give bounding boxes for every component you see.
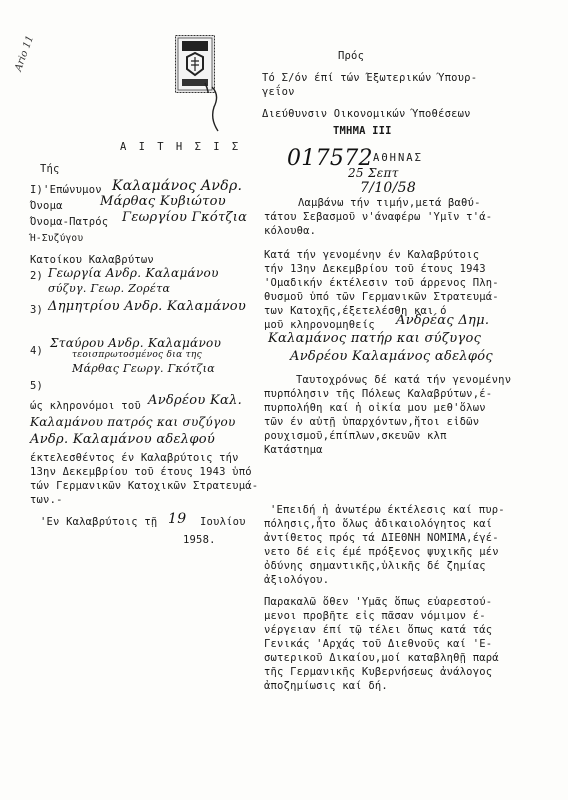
body-line-28: σωτερικοῦ Δικαίου,μοί καταβληθῇ παρά: [264, 652, 499, 664]
body-line-13: πυρπόλησιν τῆς Πόλεως Καλαβρύτων,έ-: [264, 388, 493, 400]
body-line-24: Παρακαλῶ ὅθεν 'Υμᾶς ὅπως εὐαρεστού-: [264, 596, 493, 608]
body-line-27: Γενικάς 'Αρχάς τοῦ Διεθνοῦς καί 'Ε-: [264, 638, 493, 650]
body-line-22: ὀδύνης σημαντικῆς,ὑλικῆς δέ ζημίας: [264, 560, 486, 572]
heir-4-label: 4): [30, 345, 44, 357]
body-line-8: των Κατοχῆς,έξετελέσθη και ό: [264, 305, 447, 317]
body-line-19: πόλησις,ἧτο ὅλως ἀδικαιολόγητος καί: [264, 518, 493, 530]
father-name-value: Γεωργίου Γκότζια: [122, 210, 248, 225]
tis-label: Τής: [40, 163, 60, 175]
heir-2-spouse: σύζυγ. Γεωρ. Ζορέτα: [48, 282, 171, 295]
heir-3: Δημητρίου Ανδρ. Καλαμάνου: [48, 299, 247, 314]
heir-2: Γεωργία Ανδρ. Καλαμάνου: [48, 266, 219, 280]
body-line-6: 'Ομαδικήν έκτέλεσιν τοῦ άρρενος Πλη-: [264, 277, 499, 289]
father-name-label: Όνομα-Πατρός: [30, 216, 109, 228]
addressee-line2: γεΐον: [262, 86, 295, 98]
directorate: Διεύθυνσιν Οικονομικών Ύποθέσεων: [262, 108, 471, 120]
surname-label: Ι)'Επώνυμον: [30, 184, 102, 196]
body-line-21: νετο δέ εἰς έμέ πρόξενος ψυχικῆς μέν: [264, 546, 499, 558]
sign-year: 1958.: [183, 534, 216, 546]
brother-hw: Ανδρ. Καλαμάνου αδελφού: [30, 432, 216, 447]
body-hw-2: Καλαμάνος πατήρ και σύζυγος: [268, 331, 482, 346]
body-line-15: τῶν έν αὐτῇ ὑπαρχόντων,ἤτοι εἰδῶν: [264, 416, 480, 428]
residence-label: Κατοίκου Καλαβρύτων: [30, 254, 154, 266]
body-line-5: τήν 13ην Δεκεμβρίου τοῦ έτους 1943: [264, 263, 486, 275]
exec-line-2: 13ην Δεκεμβρίου τοῦ έτους 1943 ὑπό: [30, 466, 252, 478]
body-line-17: Κατάστημα: [264, 444, 323, 456]
body-line-9: μοῦ κληρονομηθείς: [264, 319, 375, 331]
body-line-1: Λαμβάνω τήν τιμήν,μετά βαθύ-: [298, 197, 481, 209]
name-value: Μάρθας Κυβιώτου: [100, 194, 227, 209]
name-label: Όνομα: [30, 200, 63, 212]
body-line-16: ρουχισμοῦ,έπίπλων,σκευῶν κλπ: [264, 430, 447, 442]
body-hw-1: Ανδρέας Δημ.: [396, 313, 490, 328]
sign-month: Ιουλίου: [200, 516, 246, 528]
body-line-25: μενοι προβῆτε εἰς πᾶσαν νόμιμον έ-: [264, 610, 486, 622]
father-spouse-hw: Καλαμάνου πατρός και συζύγου: [30, 415, 236, 429]
date-handwritten-2: 7/10/58: [360, 180, 417, 196]
city: ΑΘΗΝΑΣ: [373, 152, 423, 164]
body-line-4: Κατά τήν γενομένην έν Καλαβρύτοις: [264, 249, 480, 261]
sign-place: 'Εν Καλαβρύτοις τῇ: [40, 516, 158, 528]
as-heirs-hw: Ανδρέου Καλ.: [148, 393, 243, 408]
petition-title: Α Ι Τ Η Σ Ι Σ: [120, 141, 242, 153]
body-line-29: τῆς Γερμανικῆς Κυβερνήσεως ἀνάλογος: [264, 666, 493, 678]
as-heirs: ώς κληρονόμοι τοῦ: [30, 400, 141, 412]
body-line-3: κόλουθα.: [264, 225, 317, 237]
body-line-14: πυρπολήθη καί ἡ οἰκία μου μεθ'ὅλων: [264, 402, 486, 414]
exec-line-1: έκτελεσθέντος έν Καλαβρύτοις τήν: [30, 452, 239, 464]
body-line-2: τάτου Σεβασμοῦ ν'άναφέρω 'Υμῖν τ'ά-: [264, 211, 493, 223]
heir-4-guardian: Μάρθας Γεωργ. Γκότζια: [72, 362, 215, 375]
surname-value: Καλαμάνος Ανδρ.: [112, 178, 243, 194]
heir-4: Σταύρου Ανδρ. Καλαμάνου: [50, 336, 222, 350]
body-hw-3: Ανδρέου Καλαμάνος αδελφός: [290, 349, 494, 364]
exec-line-3: τών Γερμανικῶν Κατοχικῶν Στρατευμά-: [30, 480, 259, 492]
spouse-label: Ή-Συζύγου: [30, 233, 84, 244]
addressee-line: Τό Σ/όν έπί τών Έξωτερικών Ύπουρ-: [262, 72, 478, 84]
heir-4-note: τεοισπρωτοσμένος δια της: [72, 350, 202, 360]
sign-day: 19: [168, 511, 187, 527]
date-handwritten: 25 Σεπτ: [348, 166, 399, 180]
addressee-pros: Πρός: [338, 50, 365, 62]
department: ΤΜΗΜΑ ΙΙΙ: [333, 125, 392, 137]
body-line-7: θυσμοῦ ὑπό τῶν Γερμανικῶν Στρατευμά-: [264, 291, 499, 303]
body-line-18: 'Επειδή ἡ ἀνωτέρω έκτέλεσις καί πυρ-: [270, 504, 505, 516]
protocol-number: 017572: [287, 146, 373, 171]
body-line-30: ἀποζημίωσις καί δή.: [264, 680, 388, 692]
body-line-12: Ταυτοχρόνως δέ κατά τήν γενομένην: [296, 374, 512, 386]
heir-2-label: 2): [30, 270, 44, 282]
body-line-23: ἀξιολόγου.: [264, 574, 330, 586]
body-line-20: ἀντίθετος πρός τά ΔΙΕΘΝΗ ΝΟΜΙΜΑ,έγέ-: [264, 532, 499, 544]
body-line-26: νέργειαν έπί τῷ τέλει ὅπως κατά τάς: [264, 624, 493, 636]
exec-line-4: των.-: [30, 494, 63, 506]
margin-note: Ario 11: [13, 34, 37, 73]
heir-3-label: 3): [30, 304, 44, 316]
stamp-scribble-icon: [208, 85, 228, 135]
heir-5-label: 5): [30, 380, 44, 392]
